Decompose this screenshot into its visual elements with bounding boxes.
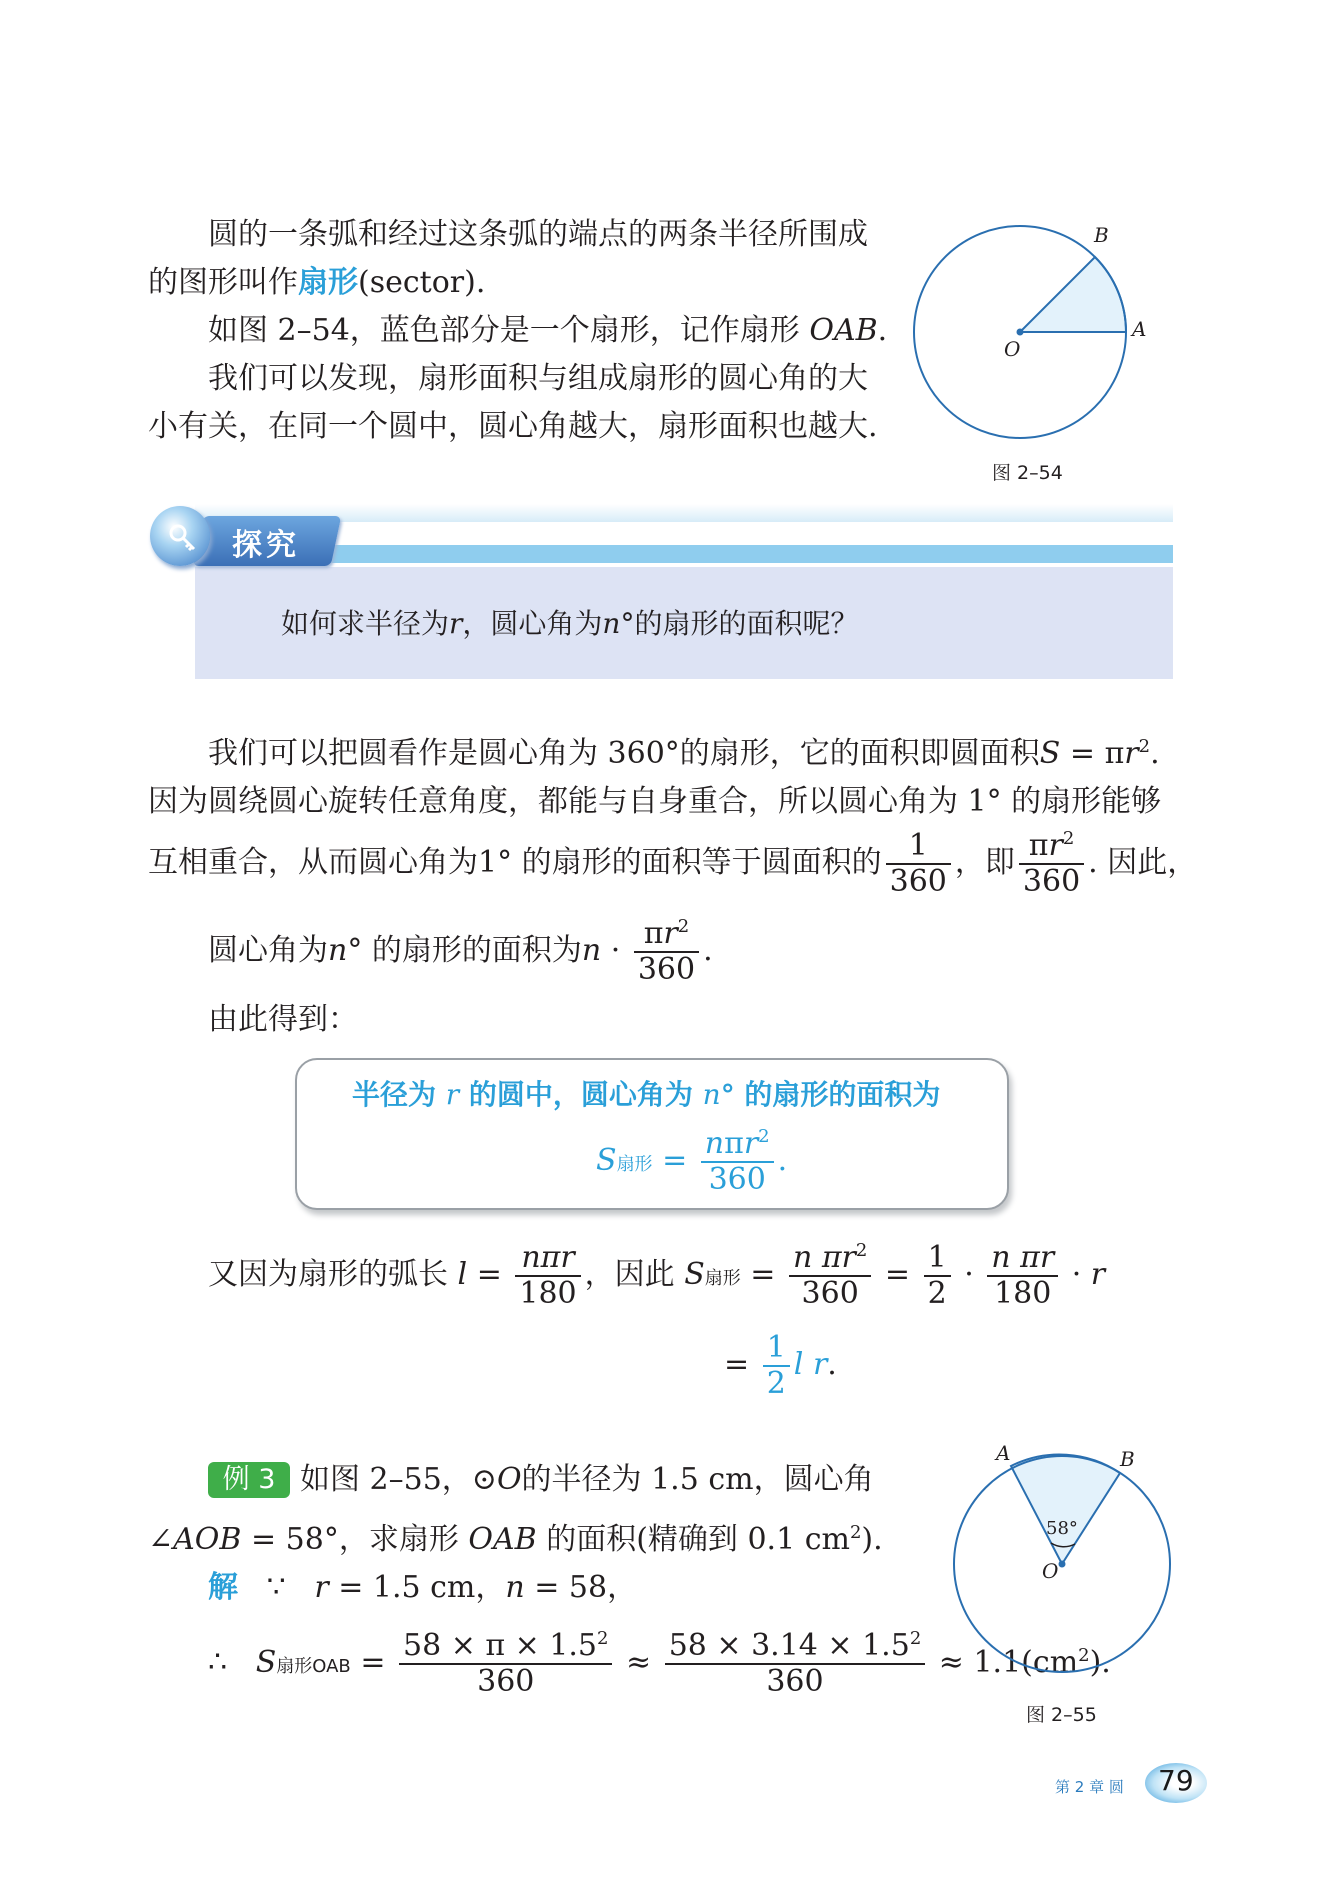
example-line-2 xyxy=(148,1520,883,1560)
fraction-58pi-over-360 xyxy=(399,1629,612,1699)
ex-l2-aob: AOB xyxy=(173,1522,242,1557)
para1-line-5: 由此得到： xyxy=(208,1002,358,1037)
box-t-r: r xyxy=(445,1078,460,1111)
para1-l4-n2: n xyxy=(581,933,602,968)
sol-r: r xyxy=(314,1570,329,1605)
frac-den: 360 xyxy=(708,1162,766,1197)
box-s: S xyxy=(596,1143,617,1178)
frac-den: 360 xyxy=(1022,864,1081,899)
fig55-label-b: B xyxy=(1120,1447,1135,1471)
fig54-label-b: B xyxy=(1094,223,1109,247)
frac-exp: 2 xyxy=(909,1628,922,1649)
fraction-1-over-2-blue xyxy=(763,1331,790,1401)
solution-label: 解 xyxy=(208,1570,238,1605)
formula-box-title xyxy=(352,1075,940,1115)
intro-line-3 xyxy=(208,311,887,351)
para1-l1-s: S xyxy=(1039,736,1061,771)
frac-r: r xyxy=(1048,828,1063,863)
arc-l2-r: r xyxy=(812,1347,828,1382)
intro-line-4: 我们可以发现，扇形面积与组成扇形的圆心角的大 xyxy=(208,361,868,396)
fig54-label-o: O xyxy=(1004,337,1021,361)
ex-l1-o: O xyxy=(496,1462,522,1497)
para1-l1-eq: = π xyxy=(1060,736,1125,771)
frac-num xyxy=(701,1127,774,1163)
para1-line-3 xyxy=(148,828,1197,899)
fig54-sector xyxy=(1020,257,1126,332)
frac-exp: 2 xyxy=(855,1240,868,1261)
para1-l4-end: . xyxy=(703,933,713,968)
frac-num xyxy=(1019,829,1084,865)
fraction-npir2-over-360-b xyxy=(789,1241,871,1311)
ex-l2-oab: OAB xyxy=(468,1522,537,1557)
para1-l4-a: 圆心角为 xyxy=(208,933,328,968)
explore-label: 探究 xyxy=(232,528,300,563)
fraction-pir2-over-360-b xyxy=(634,917,699,987)
sol-s-sub: 扇形OAB xyxy=(276,1656,351,1677)
ex-l2-b: = 58°，求扇形 xyxy=(241,1522,469,1557)
frac-den: 2 xyxy=(927,1276,947,1311)
para1-line-4 xyxy=(208,916,713,987)
sol-b: = 58， xyxy=(524,1570,638,1605)
fraction-58x314-over-360 xyxy=(665,1629,926,1699)
para1-l1-exp: 2 xyxy=(1138,736,1151,757)
fraction-npir-over-180 xyxy=(515,1241,580,1311)
frac-r: r xyxy=(663,916,678,951)
sol-n: n xyxy=(505,1570,525,1605)
frac-r: r xyxy=(743,1126,759,1161)
box-eq: = xyxy=(652,1143,697,1178)
key-icon xyxy=(164,520,200,556)
box-t-b: 的圆中，圆心角为 xyxy=(459,1078,703,1111)
para1-l1-end: . xyxy=(1150,736,1160,771)
arc-l2-eq: = xyxy=(724,1347,759,1382)
arc-dot1: · xyxy=(954,1257,984,1292)
frac-exp: 2 xyxy=(1062,828,1075,849)
box-t-c: ° 的扇形的面积为 xyxy=(720,1078,941,1111)
frac-pi: π xyxy=(724,1126,744,1161)
box-end: . xyxy=(777,1143,788,1178)
fig54-label-a: A xyxy=(1132,317,1147,341)
ex-l2-a: ∠ xyxy=(148,1522,174,1557)
sol-s: S xyxy=(255,1645,277,1680)
page-number: 79 xyxy=(1158,1764,1194,1797)
fig54-caption: 图 2–54 xyxy=(992,462,1063,484)
explore-question xyxy=(281,604,858,644)
frac-den: 360 xyxy=(637,952,696,987)
para1-l1-a: 我们可以把圆看作是圆心角为 360°的扇形，它的面积即圆面积 xyxy=(208,736,1040,771)
explore-q-b: ，圆心角为 xyxy=(462,607,603,640)
frac-num: nπr xyxy=(515,1241,580,1277)
fig55-angle-label: 58° xyxy=(1046,1518,1078,1539)
because-symbol: ∵ xyxy=(266,1570,286,1605)
sol-exp: 2 xyxy=(1078,1645,1090,1666)
frac-den: 360 xyxy=(889,864,947,899)
arc-r: r xyxy=(1090,1257,1106,1292)
fraction-1-over-360 xyxy=(886,829,951,899)
fraction-npir2-over-360 xyxy=(701,1127,774,1197)
sol-eq: = xyxy=(350,1645,395,1680)
term-sector: 扇形 xyxy=(298,265,358,300)
frac-den: 360 xyxy=(801,1276,859,1311)
intro-line-5: 小有关，在同一个圆中，圆心角越大，扇形面积也越大. xyxy=(148,409,878,444)
frac-exp: 2 xyxy=(758,1126,770,1147)
arc-a: 又因为扇形的弧长 xyxy=(208,1257,458,1292)
box-t-n: n xyxy=(702,1078,721,1111)
intro-line-3-a: 如图 2–54，蓝色部分是一个扇形，记作扇形 xyxy=(208,313,810,348)
frac-pi: π xyxy=(1028,828,1049,863)
frac-num xyxy=(789,1241,871,1277)
fraction-1-over-2 xyxy=(924,1241,951,1311)
frac-num: 1 xyxy=(886,829,951,865)
frac-exp: 2 xyxy=(597,1628,609,1649)
ex-l2-exp: 2 xyxy=(849,1522,862,1543)
ex-l1-a: 如图 2–55，⊙ xyxy=(300,1462,497,1497)
fraction-npir-over-180-b xyxy=(987,1241,1058,1311)
chapter-label: 第 2 章 圆 xyxy=(1055,1778,1124,1796)
ex-l2-d: ). xyxy=(861,1522,883,1557)
frac-npir: n πr xyxy=(792,1240,856,1275)
explore-q-n: n xyxy=(602,607,621,640)
formula-box-equation xyxy=(596,1126,787,1200)
para1-l4-n: n xyxy=(328,933,348,968)
explore-q-r: r xyxy=(449,607,463,640)
frac-den: 180 xyxy=(519,1276,577,1311)
arc-eq1: = xyxy=(467,1257,512,1292)
para1-line-1 xyxy=(208,734,1160,774)
intro-line-2-b: (sector). xyxy=(358,265,486,300)
frac-num xyxy=(665,1629,926,1665)
frac-num-text: 58 × π × 1.5 xyxy=(403,1628,598,1663)
sol-a: = 1.5 cm， xyxy=(328,1570,506,1605)
arc-line-2 xyxy=(724,1330,837,1401)
figure-2-55 xyxy=(940,1440,1180,1700)
sol-end: ). xyxy=(1089,1645,1111,1680)
para1-l4-dot: · xyxy=(601,933,630,968)
arc-l2-end: . xyxy=(827,1347,837,1382)
intro-line-1: 圆的一条弧和经过这条弧的端点的两条半径所围成 xyxy=(208,217,868,252)
sol-approx-2: ≈ 1.1(cm xyxy=(929,1645,1079,1680)
arc-l2-l: l xyxy=(793,1347,804,1382)
explore-banner-stripe xyxy=(318,545,1173,563)
example-3-badge: 例 3 xyxy=(208,1462,290,1498)
arc-s-sub: 扇形 xyxy=(704,1268,741,1289)
figure-2-54 xyxy=(900,210,1160,450)
frac-num: 1 xyxy=(763,1331,790,1367)
fraction-pir2-over-360 xyxy=(1019,829,1084,899)
frac-den: 180 xyxy=(994,1276,1052,1311)
therefore-symbol: ∴ xyxy=(208,1645,228,1680)
frac-exp: 2 xyxy=(677,916,690,937)
solution-line xyxy=(208,1568,637,1608)
intro-line-3-oab: OAB xyxy=(809,313,878,348)
fig55-center-dot xyxy=(1059,1561,1066,1568)
explore-q-c: °的扇形的面积呢？ xyxy=(620,607,859,640)
fig55-label-o: O xyxy=(1042,1559,1059,1583)
box-t-a: 半径为 xyxy=(352,1078,446,1111)
arc-line-1 xyxy=(208,1240,1105,1314)
arc-eq3: = xyxy=(875,1257,920,1292)
arc-l: l xyxy=(457,1257,468,1292)
arc-b: ，因此 xyxy=(584,1257,685,1292)
intro-line-2-a: 的图形叫作 xyxy=(148,265,298,300)
frac-num-text: 58 × 3.14 × 1.5 xyxy=(668,1628,910,1663)
arc-s: S xyxy=(684,1257,705,1292)
frac-num xyxy=(399,1629,612,1665)
para1-line-2: 因为圆绕圆心旋转任意角度，都能与自身重合，所以圆心角为 1° 的扇形能够 xyxy=(148,784,1162,819)
frac-den: 360 xyxy=(477,1664,535,1699)
fig54-center-dot xyxy=(1017,329,1024,336)
frac-num: 1 xyxy=(924,1241,951,1277)
fig55-sector xyxy=(1011,1454,1120,1564)
frac-n: n xyxy=(704,1126,725,1161)
para1-l3-mid: ，即 xyxy=(954,845,1015,880)
para1-l4-b: ° 的扇形的面积为 xyxy=(347,933,582,968)
fig55-caption: 图 2–55 xyxy=(1026,1704,1097,1726)
frac-num: n πr xyxy=(987,1241,1058,1277)
arc-eq2: = xyxy=(740,1257,785,1292)
intro-line-2 xyxy=(148,263,485,303)
sol-approx-1: ≈ xyxy=(616,1645,661,1680)
intro-line-3-c: . xyxy=(877,313,888,348)
arc-dot2: · xyxy=(1062,1257,1091,1292)
ex-l1-b: 的半径为 1.5 cm，圆心角 xyxy=(521,1462,874,1497)
example-line-1 xyxy=(300,1460,874,1500)
fig55-label-a: A xyxy=(996,1441,1011,1465)
explore-q-a: 如何求半径为 xyxy=(281,607,450,640)
frac-num xyxy=(634,917,699,953)
para1-l3-a: 互相重合，从而圆心角为1° 的扇形的面积等于圆面积的 xyxy=(148,845,882,880)
para1-l1-r: r xyxy=(1124,736,1139,771)
frac-den: 360 xyxy=(766,1664,824,1699)
frac-pi: π xyxy=(643,916,664,951)
box-s-sub: 扇形 xyxy=(616,1154,653,1175)
frac-den: 2 xyxy=(766,1366,786,1401)
para1-l3-end: . 因此， xyxy=(1088,845,1198,880)
ex-l2-c: 的面积(精确到 0.1 cm xyxy=(536,1522,850,1557)
